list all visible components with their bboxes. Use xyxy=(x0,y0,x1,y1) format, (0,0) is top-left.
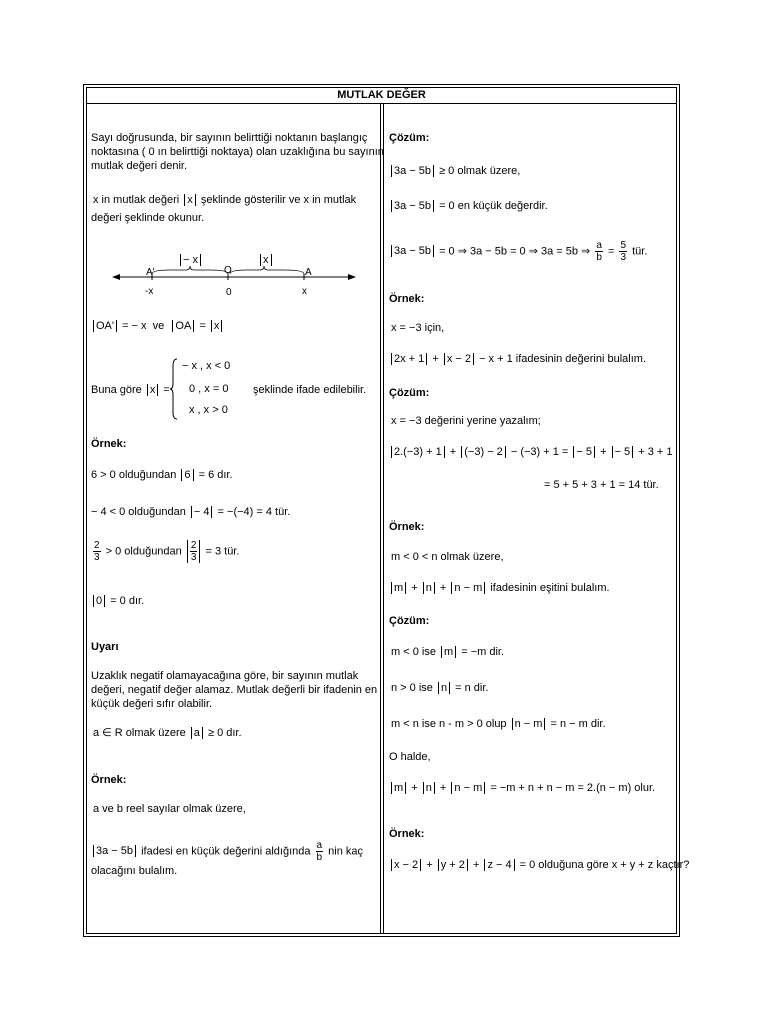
solution-1-line-2: 3a − 5b = 0 en küçük değerdir. xyxy=(389,199,548,213)
solution-3-line-3: m < n ise n - m > 0 olup n − m = n − m dir. xyxy=(391,718,606,730)
definition-line-2: değeri şeklinde okunur. xyxy=(91,212,205,224)
solution-3-line-4: O halde, xyxy=(389,751,431,763)
warning-heading: Uyarı xyxy=(91,641,119,653)
cases-brace xyxy=(170,358,178,420)
column-divider xyxy=(380,103,384,934)
example-4-line-2: m + n + n − m ifadesinin eşitini bulalım. xyxy=(389,581,610,595)
example-1c: $\frac{2}{3}$ > 0 olduğundan $\frac{2}{3}$ = 3 tür. xyxy=(94,540,240,563)
example-1d: 0 = 0 dır. xyxy=(91,594,144,608)
numline-point-right: A xyxy=(305,267,312,278)
oa-equation: OA' = − x ve OA = x xyxy=(91,319,224,333)
example-3-line-1: x = −3 için, xyxy=(391,322,445,334)
solution-3-line-2: n > 0 ise n = n dir. xyxy=(391,682,489,694)
numline-tick-left: -x xyxy=(145,286,154,297)
numline-tick-center: 0 xyxy=(226,287,232,298)
example-heading-3: Örnek: xyxy=(389,293,425,305)
numline-tick-right: x xyxy=(302,286,307,297)
solution-heading-2: Çözüm: xyxy=(389,387,430,399)
numline-point-center: O xyxy=(224,265,232,276)
example-heading-4: Örnek: xyxy=(389,521,425,533)
cases-lead: Buna göre x = xyxy=(91,384,170,396)
warning-line-2: değeri, negatif değer alamaz. Mutlak değerli bir ifadenin en xyxy=(91,684,378,696)
solution-2-line-3: = 5 + 5 + 3 + 1 = 14 tür. xyxy=(544,479,659,491)
example-2-line-3: olacağını bulalım. xyxy=(91,865,178,877)
solution-1-line-3: 3a − 5b = 0 ⇒ 3a − 5b = 0 ⇒ 3a = 5b ⇒ $\frac{a}{b}$ = $\frac{5}{3}$ tür. xyxy=(389,240,647,263)
intro-line-3: mutlak değeri denir. xyxy=(91,160,187,172)
example-heading-2: Örnek: xyxy=(91,774,127,786)
solution-3-line-1: m < 0 ise m = −m dir. xyxy=(391,646,505,658)
example-4-line-1: m < 0 < n olmak üzere, xyxy=(391,551,504,563)
example-1b: − 4 < 0 olduğundan − 4 = −(−4) = 4 tür. xyxy=(91,506,291,518)
intro-line-2: noktasına ( 0 ın belirttiği noktaya) olan uzaklığına bu sayının xyxy=(91,146,384,158)
example-heading-1: Örnek: xyxy=(91,438,127,450)
solution-heading-1: Çözüm: xyxy=(389,132,430,144)
solution-2-line-1: x = −3 değerini yerine yazalım; xyxy=(391,415,541,427)
solution-2-line-2: 2.(−3) + 1 + (−3) − 2 − (−3) + 1 = − 5 + − 5 + 3 + 1 xyxy=(389,445,673,459)
example-5-line-1: x − 2 + y + 2 + z − 4 = 0 olduğuna göre x + y + z kaçtır? xyxy=(389,858,689,872)
warning-line-3: küçük değeri sıfır olabilir. xyxy=(91,698,213,710)
solution-heading-3: Çözüm: xyxy=(389,615,430,627)
warning-line-1: Uzaklık negatif olamayacağına göre, bir sayının mutlak xyxy=(91,670,359,682)
example-3-line-2: 2x + 1 + x − 2 − x + 1 ifadesinin değerini bulalım. xyxy=(389,352,646,366)
cases-tail: şeklinde ifade edilebilir. xyxy=(253,384,367,396)
numline-point-left: A' xyxy=(146,267,155,278)
page-title: MUTLAK DEĞER xyxy=(86,87,677,104)
numline-right-label: x xyxy=(258,253,274,267)
solution-1-line-1: 3a − 5b ≥ 0 olmak üzere, xyxy=(389,164,520,178)
example-2-line-2: 3a − 5b ifadesi en küçük değerini aldığında $\frac{a}{b}$ nin kaç xyxy=(91,840,363,863)
example-2-line-1: a ve b reel sayılar olmak üzere, xyxy=(93,803,246,815)
case-positive: x , x > 0 xyxy=(189,404,228,416)
solution-3-line-5: m + n + n − m = −m + n + n − m = 2.(n − m) olur. xyxy=(389,781,655,795)
case-negative: − x , x < 0 xyxy=(182,360,231,372)
case-zero: 0 , x = 0 xyxy=(189,383,229,395)
example-heading-5: Örnek: xyxy=(389,828,425,840)
warning-equation: a ∈ R olmak üzere a ≥ 0 dır. xyxy=(93,727,242,739)
numline-left-label: − x xyxy=(178,253,203,267)
example-1a: 6 > 0 olduğundan 6 = 6 dır. xyxy=(91,469,233,481)
intro-line-1: Sayı doğrusunda, bir sayının belirttiği noktanın başlangıç xyxy=(91,132,368,144)
definition-line-1: x in mutlak değeri x şeklinde gösterilir ve x in mutlak xyxy=(93,194,357,206)
